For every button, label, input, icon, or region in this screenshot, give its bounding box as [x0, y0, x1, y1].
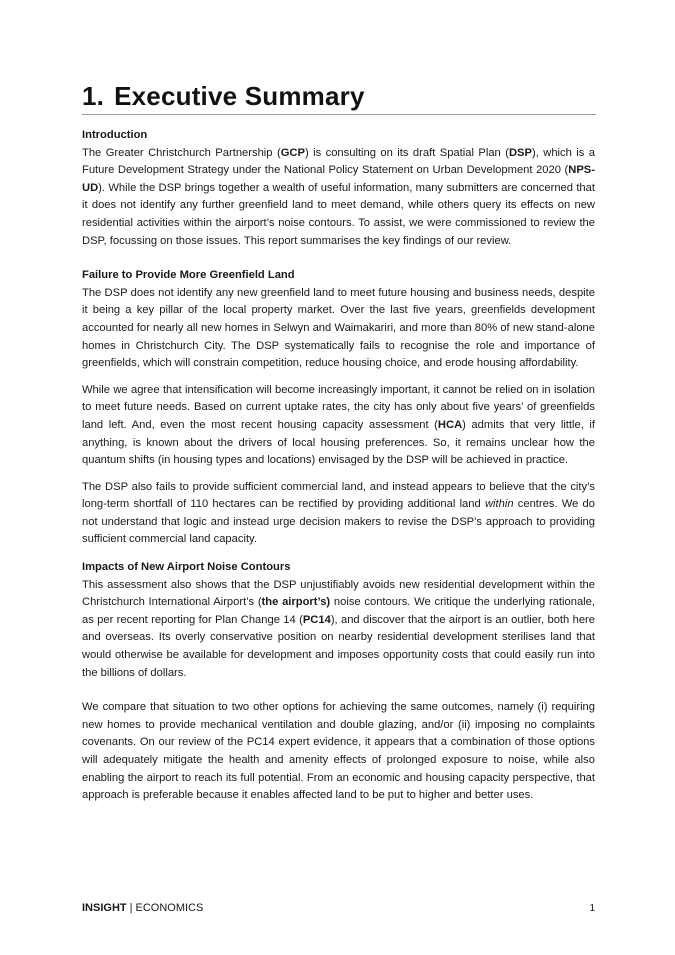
intro-heading: Introduction: [82, 129, 148, 141]
section-title: Executive Summary: [114, 81, 365, 111]
footer-brand: [82, 901, 203, 915]
noise-paragraph-2: We compare that situation to two other options for achieving the same outcomes, namely (i) requiring new homes to provide mechanical ventilation and double glazing, and/or (ii) imposing no complaints covenants. On our review of the PC14 expert evidence, it appears that a combination of those options will adequately mitigate the health and amenity effects of prolonged exposure to noise, while also enabling the airport to reach its full potential. From an economic and housing capacity perspective, that approach is preferable because it enables affected land to be put to higher and better uses.: [82, 701, 595, 802]
page-title: [82, 79, 596, 113]
greenfield-paragraph-3: The DSP also fails to provide sufficient commercial land, and instead appears to believe that the city’s long-term shortfall of 110 hectares can be rectified by providing additional land within centres. We do not understand that logic and instead urge decision makers to revise the DSP’s approach to providing sufficient commercial land capacity.: [82, 480, 595, 546]
noise-paragraph-1: This assessment also shows that the DSP unjustifiably avoids new residential development within the Christchurch International Airport’s (the airport’s) noise contours. We critique the underlying rationale, as per recent reporting for Plan Change 14 (PC14), and discover that the airport is an outlier, both here and overseas. Its overly conservative position on nearby residential development sterilises land that would otherwise be available for development and imposes opportunity costs that could easily run into the billions of dollars.: [82, 578, 595, 679]
greenfield-paragraph-1: The DSP does not identify any new greenfield land to meet future housing and business needs, despite it being a key pillar of the local property market. Over the last five years, greenfields development accounted for nearly all new homes in Selwyn and Waimakariri, and more than 80% of new stand-alone homes in Christchurch City. The DSP systematically fails to recognise the role and importance of greenfields, which will constrain competition, reduce housing choice, and erode housing affordability.: [82, 286, 595, 370]
title-underline: [82, 114, 596, 115]
footer-brand-insight: INSIGHT: [82, 902, 127, 914]
footer-brand-economics: ECONOMICS: [135, 902, 204, 914]
body-content: [82, 127, 595, 814]
noise-heading: Impacts of New Airport Noise Contours: [82, 561, 291, 574]
greenfield-paragraph-2: While we agree that intensification will become increasingly important, it cannot be relied on in isolation to meet future needs. Based on current uptake rates, the city has only about five years’ of greenfields land left. And, even the most recent housing capacity assessment (HCA) admits that very little, if anything, is known about the drivers of local housing preferences. So, it remains unclear how the quantum shifts (in housing types and locations) envisaged by the DSP will be achieved in practice.: [82, 383, 595, 467]
footer-separator: |: [129, 902, 133, 914]
greenfield-heading: Failure to Provide More Greenfield Land: [82, 269, 295, 282]
page-number: 1: [589, 903, 595, 914]
intro-paragraph: The Greater Christchurch Partnership (GCP) is consulting on its draft Spatial Plan (DSP), which is a Future Development Strategy under the National Policy Statement on Urban Development 2020 (NPS-UD). While the DSP brings together a wealth of useful information, many submitters are concerned that it does not identify any further greenfield land to meet demand, while others query its effects on new residential activities within the airport’s noise contours. To assist, we were commissioned to review the DSP, focussing on those issues. This report summarises the key findings of our review.: [82, 146, 596, 247]
section-number: 1.: [82, 81, 105, 111]
